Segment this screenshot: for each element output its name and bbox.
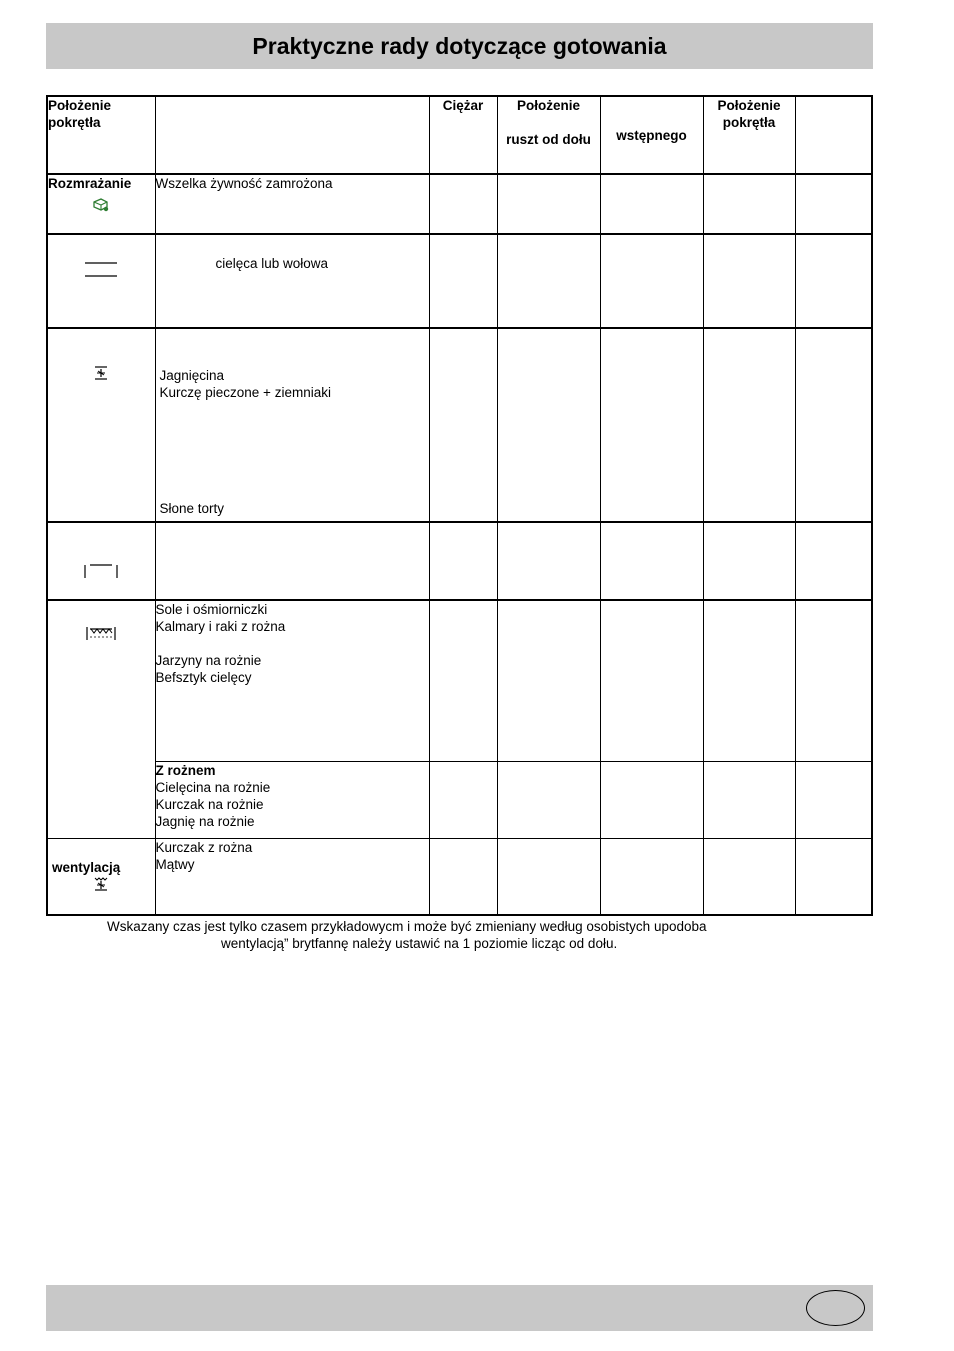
header-rack-line1: Położenie	[516, 98, 580, 113]
header-rack-position	[497, 96, 600, 174]
food-item: Kalmary i raki z rożna	[155, 619, 286, 634]
footer-bar	[46, 1285, 873, 1331]
fan-heat-icon	[94, 365, 108, 381]
mode-cell	[47, 600, 155, 838]
food-item: Wszelka żywność zamrożona	[155, 176, 333, 191]
table-row	[47, 522, 872, 600]
mode-cell	[47, 174, 155, 234]
header-knob-position: Położenie pokrętła	[47, 96, 155, 174]
header-time	[795, 96, 872, 174]
food-item: Befsztyk cielęcy	[155, 670, 252, 685]
table-row	[47, 761, 872, 838]
top-bottom-heat-icon	[84, 261, 118, 279]
grill-icon	[86, 625, 116, 641]
footnote-line-1: Wskazany czas jest tylko czasem przykładowycm i może być zmieniany według osobistych upodoba	[107, 919, 707, 934]
food-cell	[155, 174, 429, 234]
mode-cell	[47, 328, 155, 522]
mode-label: Rozmrażanie	[48, 176, 132, 191]
footnote-line-2: wentylacją” brytfannę należy ustawić na 1 poziomie licząc od dołu.	[221, 936, 618, 951]
food-item: Kurczę pieczone + ziemniaki	[159, 385, 331, 400]
food-item: Jagnięcina	[159, 368, 225, 383]
top-heat-icon	[84, 563, 118, 579]
table-row	[47, 328, 872, 522]
table-row	[47, 174, 872, 234]
food-cell	[155, 838, 429, 915]
food-cell	[155, 522, 429, 600]
header-preheat: wstępnego	[600, 96, 703, 174]
cooking-table	[46, 95, 873, 916]
table-row	[47, 234, 872, 328]
food-item: Mątwy	[155, 856, 195, 872]
fan-grill-icon	[94, 876, 108, 892]
page-title: Praktyczne rady dotyczące gotowania	[252, 32, 667, 59]
defrost-icon	[92, 196, 110, 212]
title-bar	[46, 23, 873, 69]
food-item: Sole i ośmiorniczki	[155, 602, 268, 617]
table-row	[47, 600, 872, 761]
header-rack-line2: ruszt od dołu	[506, 132, 591, 147]
food-item: Jagnię na rożnie	[155, 813, 255, 829]
mode-cell	[47, 522, 155, 600]
mode-label: wentylacją	[52, 859, 121, 875]
table-row	[47, 838, 872, 915]
food-item: Jarzyny na rożnie	[155, 653, 262, 668]
food-item: Kurczak na rożnie	[155, 796, 264, 812]
food-cell	[155, 600, 429, 761]
food-cell	[155, 761, 429, 838]
sub-mode-label: Z rożnem	[155, 762, 216, 778]
page-number-badge	[806, 1290, 865, 1326]
food-item: Słone torty	[159, 501, 225, 516]
mode-cell	[47, 234, 155, 328]
mode-cell	[47, 838, 155, 915]
food-item: Cielęcina na rożnie	[155, 779, 271, 795]
header-knob-position-2: Położenie pokrętła	[703, 96, 795, 174]
table-header-row	[47, 96, 872, 174]
header-food	[155, 96, 429, 174]
food-item: Kurczak z rożna	[155, 839, 253, 855]
food-cell	[155, 234, 429, 328]
header-weight: Ciężar	[429, 96, 497, 174]
food-cell	[155, 328, 429, 522]
food-item: cielęca lub wołowa	[215, 256, 329, 271]
